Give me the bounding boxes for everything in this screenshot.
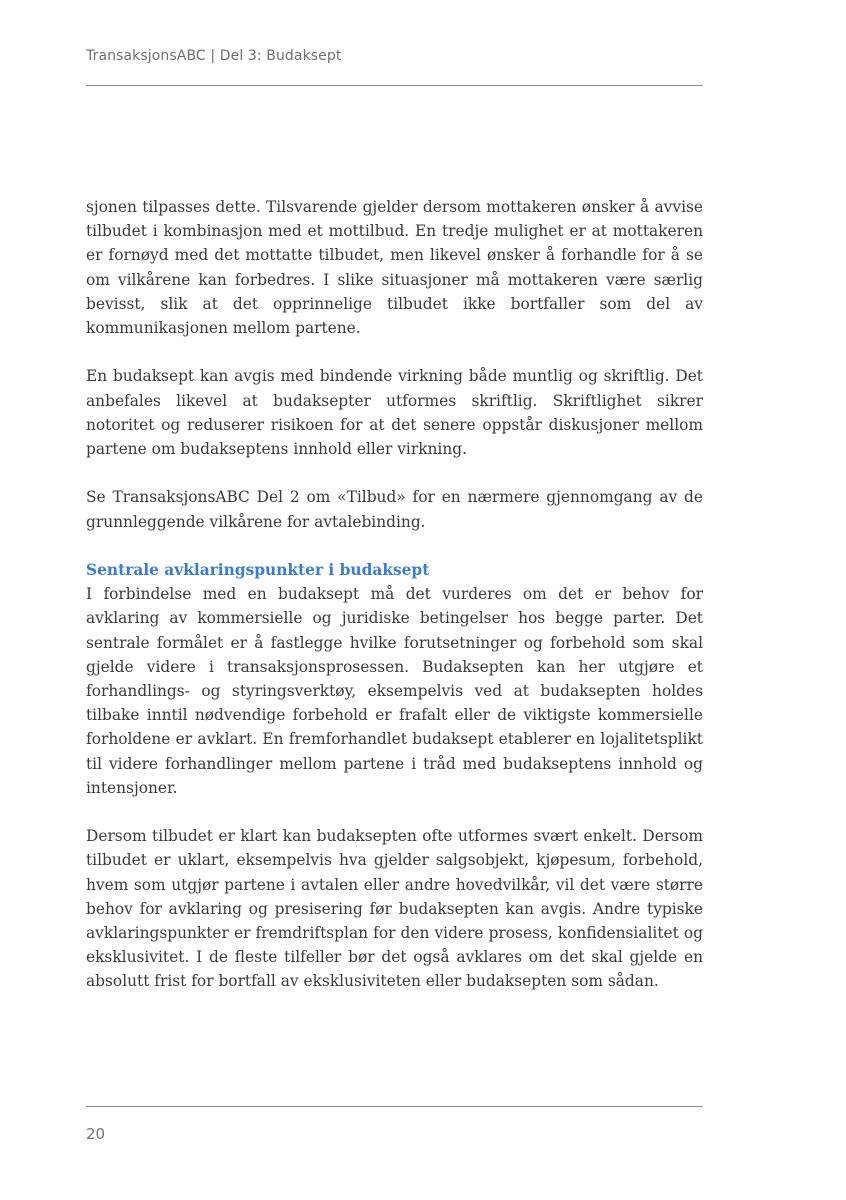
section-paragraph: Dersom tilbudet er klart kan budaksepten ofte utformes svært enkelt. Dersom tilbudet er uklart, eksempelvis hva gjelder salgsobjekt, kjøpesum, forbehold, hvem som utgjør partene i avtalen eller andre hovedvilkår, vil det være større behov for avklaring og presisering før budaksepten kan avgis. Andre typiske avklaringspunkter er fremdriftsplan for den videre prosess, konfidensialitet og eksklusivitet. I de fleste tilfeller bør det også avklares om det skal gjelde en absolutt frist for bortfall av eksklusiviteten eller budaksepten som sådan. <box>86 827 703 991</box>
section-heading: Sentrale avklaringspunkter i budaksept <box>86 561 430 579</box>
header-divider <box>86 85 703 86</box>
footer-divider <box>86 1106 703 1107</box>
body-paragraph: Se TransaksjonsABC Del 2 om «Tilbud» for en nærmere gjennomgang av de grunnleggende vilkårene for avtalebinding. <box>86 488 703 531</box>
body-paragraph: En budaksept kan avgis med bindende virkning både muntlig og skriftlig. Det anbefales likevel at budaksepter utformes skriftlig. Skriftlighet sikrer notoritet og reduserer risikoen for at det senere oppstår diskusjoner mellom partene om budakseptens innhold eller virkning. <box>86 367 703 459</box>
body-text <box>86 195 703 994</box>
page-number: 20 <box>86 1125 106 1143</box>
section-paragraph: I forbindelse med en budaksept må det vurderes om det er behov for avklaring av kommersielle og juridiske betingelser hos begge parter. Det sentrale formålet er å fastlegge hvilke forutsetninger og forbehold som skal gjelde videre i transaksjonsprosessen. Budaksepten kan her utgjøre et forhandlings- og styringsverktøy, eksempelvis ved at budaksepten holdes tilbake inntil nødvendige forbehold er frafalt eller de viktigste kommersielle forholdene er avklart. En fremforhandlet budaksept etablerer en lojalitetsplikt til videre forhandlinger mellom partene i tråd med budakseptens innhold og intensjoner. <box>86 585 703 797</box>
body-paragraph: sjonen tilpasses dette. Tilsvarende gjelder dersom mottakeren ønsker å avvise tilbudet i kombinasjon med et mottilbud. En tredje mulighet er at mottakeren er fornøyd med det mottatte tilbudet, men likevel ønsker å forhandle for å se om vilkårene kan forbedres. I slike situasjoner må mottakeren være særlig bevisst, slik at det opprinnelige tilbudet ikke bortfaller som del av kommunikasjonen mellom partene. <box>86 198 703 338</box>
running-header: TransaksjonsABC | Del 3: Budaksept <box>86 48 342 64</box>
